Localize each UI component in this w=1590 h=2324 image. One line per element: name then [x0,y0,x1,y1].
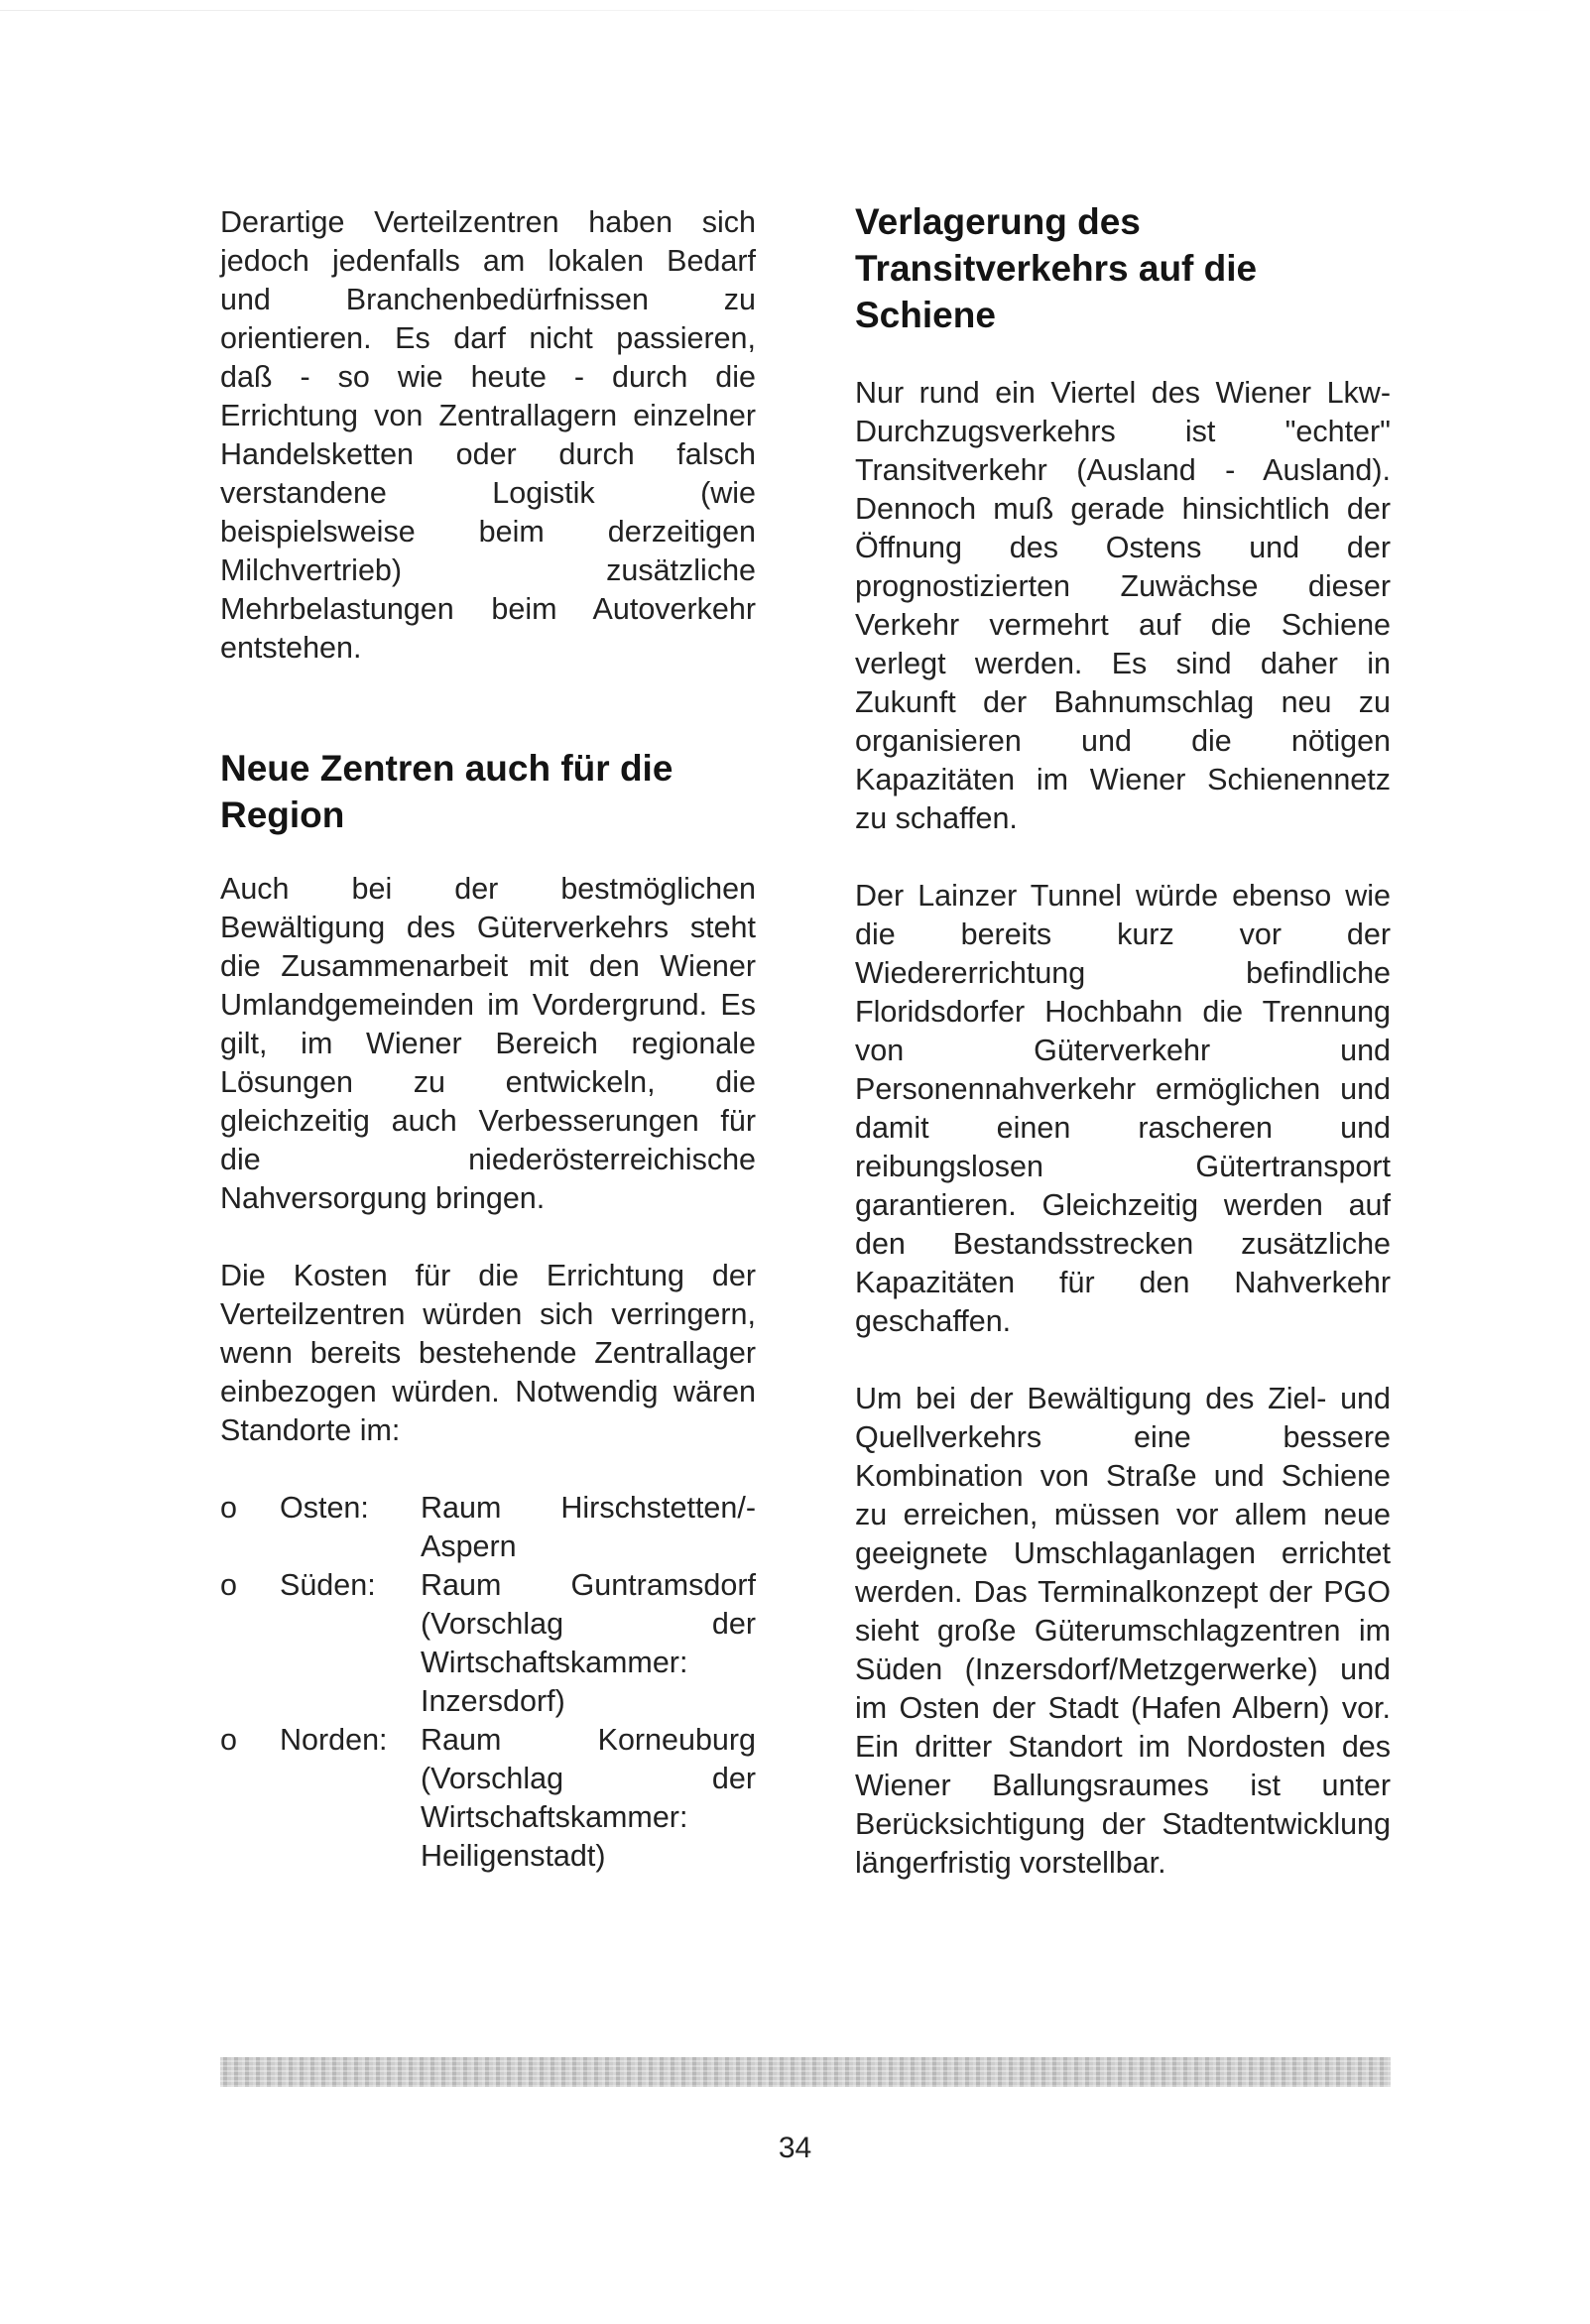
location-label: Norden: [280,1723,388,1757]
right-column [855,198,1391,1883]
location-text: Raum Korneuburg (Vorschlag der Wirtschaftskammer: Heiligenstadt) [421,1723,756,1873]
right-paragraph-3: Um bei der Bewältigung des Ziel- und Quellverkehrs eine bessere Kombination von Straße und Schiene zu erreichen, müssen vor allem neue geeignete Umschlaganlagen errichtet werden. Das Terminalkonzept der PGO sieht große Güterumschlagzentren im Süden (Inzersdorf/Metzgerwerke) und im Osten der Stadt (Hafen Albern) vor. Ein dritter Standort im Nordosten des Wiener Ballungsraumes ist unter Berücksichtigung der Stadtentwicklung längerfristig vorstellbar. [855,1382,1391,1880]
heading-verlagerung: Verlagerung des Transitverkehrs auf die Schiene [855,201,1258,335]
scan-edge-line [0,10,1590,11]
location-list [220,1489,756,1876]
right-paragraph-2: Der Lainzer Tunnel würde ebenso wie die bereits kurz vor der Wiedererrichtung befindliche Floridsdorfer Hochbahn die Trennung von Güterverkehr und Personennahverkehr ermöglichen und damit einen rascheren und reibungslosen Gütertransport garantieren. Gleichzeitig werden auf den Bestandsstrecken zusätzliche Kapazitäten für den Nahverkehr geschaffen. [855,879,1391,1338]
location-text: Raum Hirschstetten/-Aspern [421,1491,756,1563]
list-bullet: o [220,1491,237,1525]
location-label: Osten: [280,1491,369,1525]
location-label: Süden: [280,1568,376,1602]
heading-neue-zentren: Neue Zentren auch für die Region [220,748,673,835]
location-item-sueden [220,1566,756,1721]
left-paragraph-2: Auch bei der bestmöglichen Bewältigung des Güterverkehrs steht die Zusammenarbeit mit den Wiener Umlandgemeinden im Vordergrund. Es gilt, im Wiener Bereich regionale Lösungen zu entwickeln, die gleichzeitig auch Verbesserungen für die niederösterreichische Nahversorgung bringen. [220,872,756,1215]
left-paragraph-1: Derartige Verteilzentren haben sich jedoch jedenfalls am lokalen Bedarf und Branchenbedürfnissen zu orientieren. Es darf nicht passieren, daß - so wie heute - durch die Errichtung von Zentrallagern einzelner Handelsketten oder durch falsch verstandene Logistik (wie beispielsweise beim derzeitigen Milchvertrieb) zusätzliche Mehrbelastungen beim Autoverkehr entstehen. [220,205,756,665]
list-bullet: o [220,1568,237,1602]
footer-gray-bar [220,2057,1391,2087]
page-number: 34 [778,2132,812,2164]
location-item-norden [220,1721,756,1876]
left-column [220,203,756,1876]
list-bullet: o [220,1723,237,1757]
location-text: Raum Guntramsdorf (Vorschlag der Wirtschaftskammer: Inzersdorf) [421,1568,756,1718]
location-item-osten [220,1489,756,1566]
right-paragraph-1: Nur rund ein Viertel des Wiener Lkw-Durchzugsverkehrs ist "echter" Transitverkehr (Ausland - Ausland). Dennoch muß gerade hinsichtlich der Öffnung des Ostens und der prognostizierten Zuwächse dieser Verkehr vermehrt auf die Schiene verlegt werden. Es sind daher in Zukunft der Bahnumschlag neu zu organisieren und die nötigen Kapazitäten im Wiener Schienennetz zu schaffen. [855,376,1391,835]
left-paragraph-3: Die Kosten für die Errichtung der Verteilzentren würden sich verringern, wenn bereits bestehende Zentrallager einbezogen würden. Notwendig wären Standorte im: [220,1259,756,1447]
